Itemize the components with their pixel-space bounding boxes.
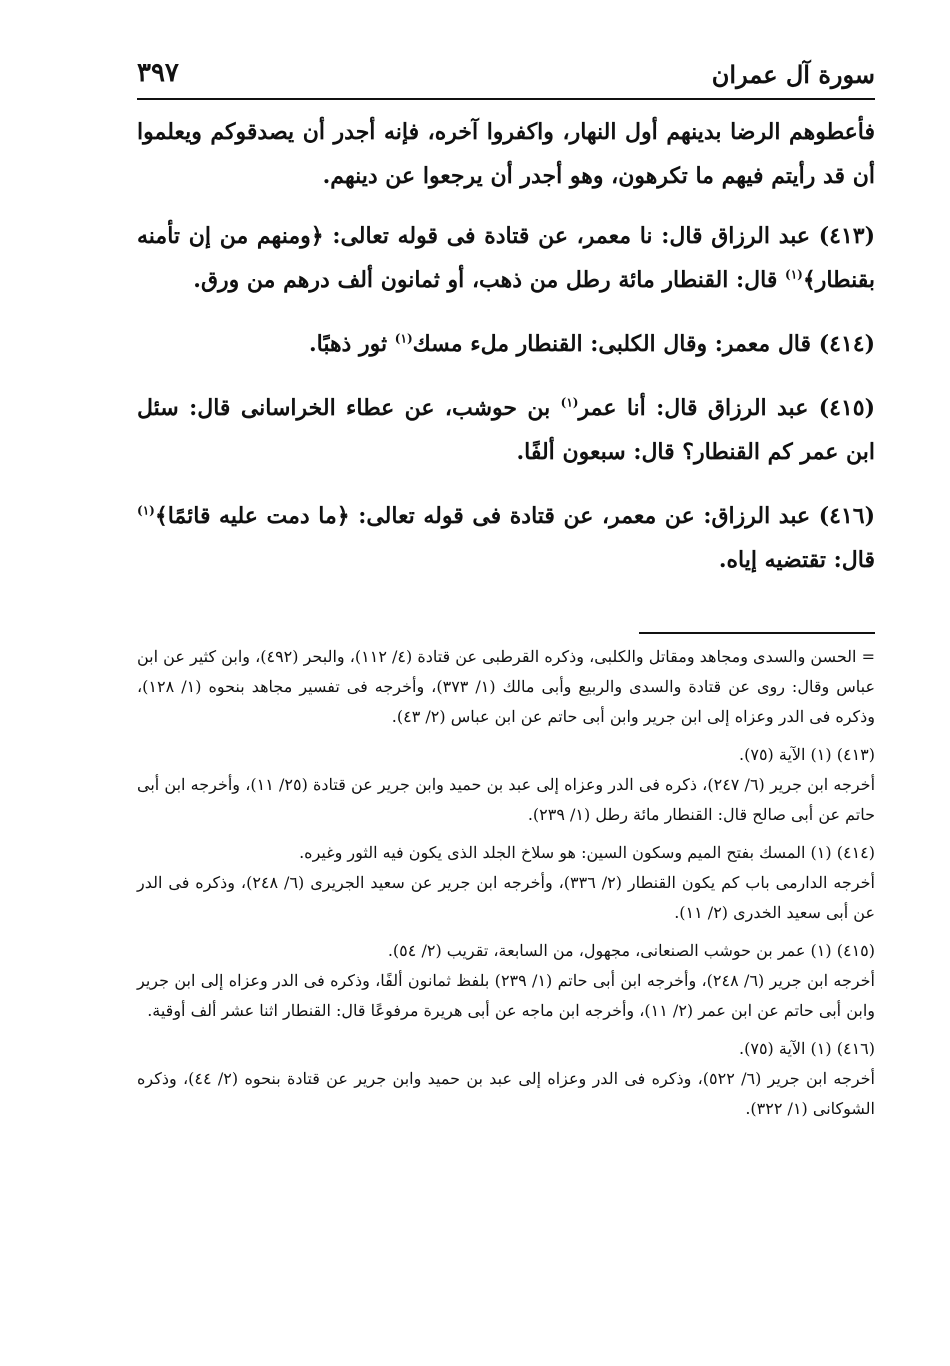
footnote-415-ref: (٤١٥) (١) عمر بن حوشب الصنعانى، مجهول، من السابعة، تقريب (٢/ ٥٤).	[387, 941, 875, 960]
footnote-415-text: أخرجه ابن جرير (٦/ ٢٤٨)، وأخرجه ابن أبى حاتم (١/ ٢٣٩) بلفظ ثمانون ألفًا، وذكره فى الدر وعزاه إلى ابن جرير وابن أبى حاتم عن ابن عمر (٢/ ١١)، وأخرجه ابن ماجه عن أبى هريرة مرفوعًا قال: القنطار اثنا عشر ألف أوقية.	[137, 971, 875, 1020]
hadith-number: (٤١٤)	[818, 331, 875, 357]
hadith-text: بن حوشب، عن عطاء الخراسانى قال: سئل ابن عمر كم القنطار؟ قال: سبعون ألفًا.	[137, 395, 875, 465]
hadith-text: قال: القنطار مائة رطل من ذهب، أو ثمانون ألف درهم من ورق.	[193, 267, 786, 293]
footnote-ref: (١)	[394, 331, 413, 346]
footnote-ref: (١)	[560, 395, 579, 410]
quran-quote: ﴿ومنهم من إن تأمنه بقنطار﴾	[137, 223, 875, 293]
footnotes	[137, 642, 875, 1132]
footnote-ref: (١)	[137, 503, 155, 518]
hadith-text: ثور ذهبًا.	[308, 331, 395, 357]
surah-title: سورة آل عمران	[711, 60, 875, 89]
footnote-413-ref: (٤١٣) (١) الآية (٧٥).	[739, 745, 875, 764]
page-number: ٣٩٧	[137, 58, 179, 88]
hadith-413	[137, 214, 875, 302]
footnote-416-ref: (٤١٦) (١) الآية (٧٥).	[739, 1039, 875, 1058]
footnote-continuation: = الحسن والسدى ومجاهد ومقاتل والكلبى، وذكره القرطبى عن قتادة (٤/ ١١٢)، والبحر (٤٩٢)، وابن كثير عن ابن عباس وقال: روى عن قتادة والسدى والربيع وأبى مالك (١/ ٣٧٣)، وأخرجه فى تفسير مجاهد بنحوه (١/ ١٢٨)، وذكره فى الدر وعزاه إلى ابن جرير وابن أبى حاتم عن ابن عباس (٢/ ٤٣).	[137, 647, 875, 726]
paragraph-continuation: فأعطوهم الرضا بدينهم أول النهار، واكفروا آخره، فإنه أجدر أن يصدقوكم ويعلموا أن قد رأيتم فيهم ما تكرهون، وهو أجدر أن يرجعوا عن دينهم.	[137, 119, 875, 189]
hadith-number: (٤١٥)	[818, 395, 875, 421]
hadith-text: قال معمر: وقال الكلبى: القنطار ملء مسك	[412, 331, 819, 357]
hadith-text: عبد الرزاق قال: نا معمر، عن قتادة فى قوله تعالى:	[323, 223, 819, 249]
hadith-415	[137, 386, 875, 474]
footnote-416-text: أخرجه ابن جرير (٦/ ٥٢٢)، وذكره فى الدر وعزاه إلى عبد بن حميد وابن جرير عن قتادة بنحوه (٢/ ٤٤)، وذكره الشوكانى (١/ ٣٢٢).	[137, 1069, 875, 1118]
main-text	[137, 110, 875, 602]
header-divider	[137, 98, 875, 100]
hadith-text: عبد الرزاق: عن معمر، عن قتادة فى قوله تعالى:	[349, 503, 819, 529]
hadith-text: قال: تقتضيه إياه.	[718, 547, 875, 573]
footnote-413-text: أخرجه ابن جرير (٦/ ٢٤٧)، ذكره فى الدر وعزاه إلى عبد بن حميد وابن جرير عن قتادة (٢٥/ ١١)، وأخرجه ابن أبى حاتم عن أبى صالح قال: القنطار مائة رطل (١/ ٢٣٩).	[137, 775, 876, 824]
quran-quote: ﴿ما دمت عليه قائمًا﴾	[154, 503, 350, 529]
hadith-416	[137, 494, 875, 582]
page-header	[137, 54, 875, 96]
footnote-divider	[639, 632, 875, 634]
hadith-number: (٤١٦)	[818, 503, 875, 529]
footnote-414-text: أخرجه الدارمى باب كم يكون القنطار (٢/ ٣٣٦)، وأخرجه ابن جرير عن سعيد الجريرى (٦/ ٢٤٨)، وذكره فى الدر عن أبى سعيد الخدرى (٢/ ١١).	[137, 873, 875, 922]
hadith-text: عبد الرزاق قال: أنا عمر	[578, 395, 819, 421]
footnote-414-ref: (٤١٤) (١) المسك بفتح الميم وسكون السين: هو سلاخ الجلد الذى يكون فيه الثور وغيره.	[299, 843, 875, 862]
hadith-number: (٤١٣)	[818, 223, 875, 249]
footnote-ref: (١)	[785, 267, 803, 282]
hadith-414	[137, 322, 875, 366]
